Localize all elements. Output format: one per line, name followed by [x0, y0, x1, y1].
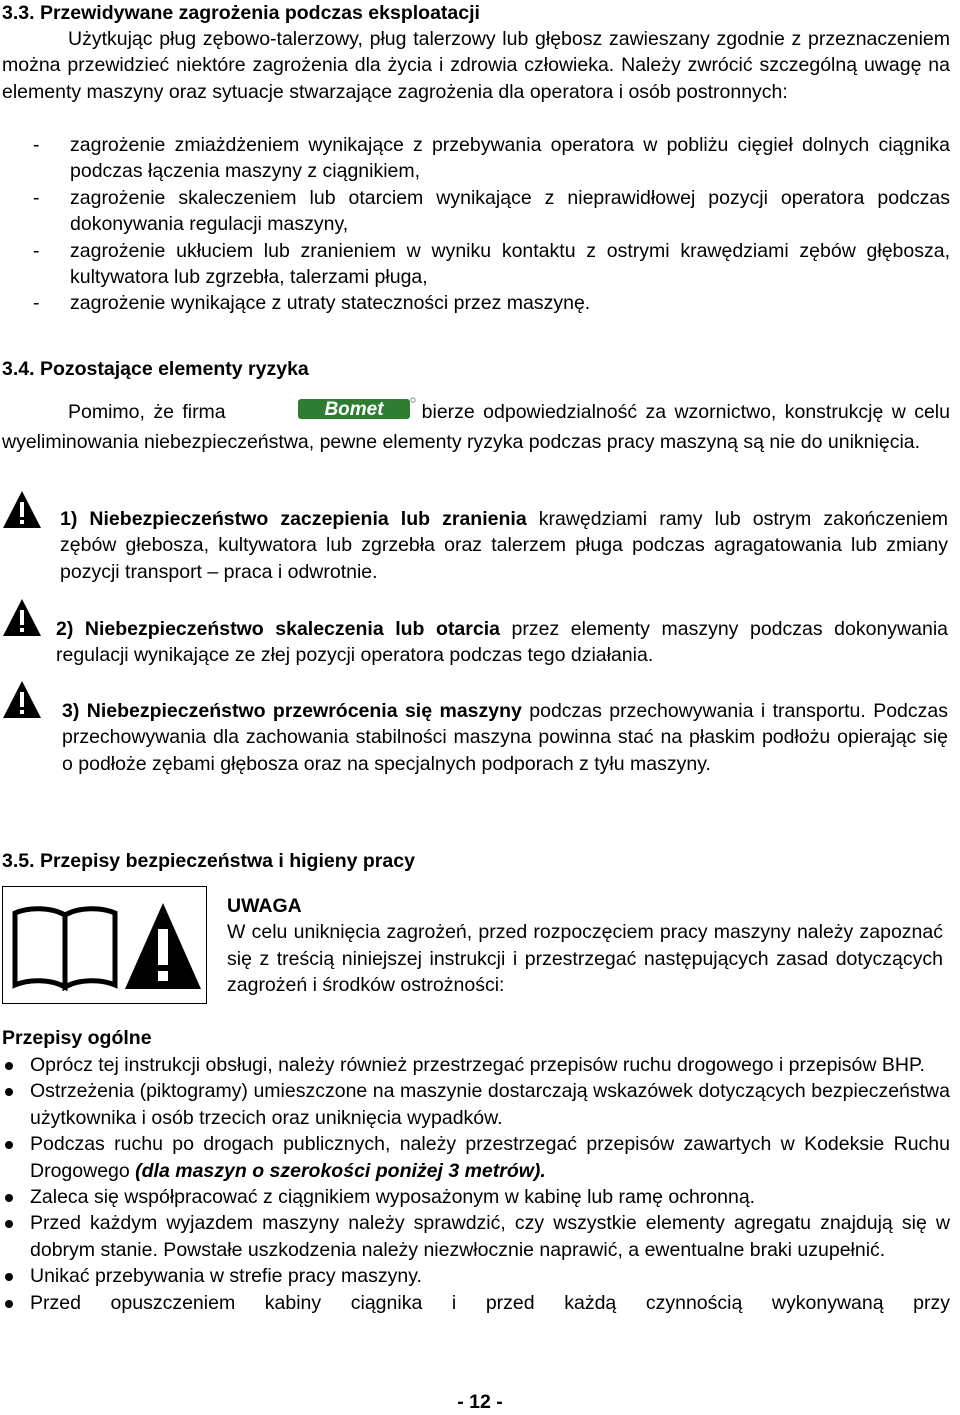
intro-text-start: Pomimo, że firma	[68, 401, 226, 423]
list-item: Unikać przebywania w strefie pracy maszyny.	[2, 1263, 950, 1289]
list-item: - zagrożenie skaleczeniem lub otarciem wynikające z nieprawidłowej pozycji operatora podczas dokonywania regulacji maszyny,	[33, 186, 950, 236]
section-3-4-intro	[2, 396, 950, 456]
list-item: Zaleca się współpracować z ciągnikiem wyposażonym w kabinę lub ramę ochronną.	[2, 1184, 950, 1210]
section-3-3-heading: 3.3. Przewidywane zagrożenia podczas eksploatacji	[2, 2, 480, 24]
list-item: Oprócz tej instrukcji obsługi, należy również przestrzegać przepisów ruchu drogowego i przepisów BHP.	[2, 1052, 950, 1078]
section-3-5-heading: 3.5. Przepisy bezpieczeństwa i higieny pracy	[2, 850, 415, 872]
risk-item-2	[0, 598, 952, 668]
hazard-list	[2, 132, 950, 317]
svg-text:Bomet: Bomet	[324, 399, 384, 420]
risk-text: 3) Niebezpieczeństwo przewrócenia się maszyny podczas przechowywania i transportu. Podczas przechowywania dla zachowania stabilności maszyna powinna stać na płaskim podłożu opierając się o podłoże zębami głębosza oraz na specjalnych podporach z tyłu maszyny.	[62, 700, 948, 775]
list-item: Przed opuszczeniem kabiny ciągnika i przed każdą czynnością wykonywaną przy	[2, 1290, 950, 1316]
uwaga-text: W celu uniknięcia zagrożeń, przed rozpoczęciem pracy maszyny należy zapoznać się z treścią niniejszej instrukcji i przestrzegać następujących zasad dotyczących zagrożeń i środków ostrożności:	[227, 921, 943, 997]
list-item: Ostrzeżenia (piktogramy) umieszczone na maszynie dostarczają wskazówek dotyczących bezpieczeństwa użytkownika i osób trzecich oraz uniknięcia wypadków.	[2, 1078, 950, 1131]
uwaga-notice	[227, 893, 943, 999]
risk-text: 1) Niebezpieczeństwo zaczepienia lub zranienia krawędziami ramy lub ostrym zakończeniem zębów głebosza, kultywatora lub zgrzebła oraz talerzem pługa podczas agragatowania lub zmiany pozycji transport – praca i odwrotnie.	[60, 508, 949, 583]
uwaga-title: UWAGA	[227, 895, 302, 917]
safety-pictogram-box	[2, 886, 207, 1004]
general-rules-heading: Przepisy ogólne	[2, 1027, 152, 1049]
risk-item-1	[0, 490, 952, 583]
risk-text: 2) Niebezpieczeństwo skaleczenia lub otarcia przez elementy maszyny podczas dokonywania regulacji wynikające ze złej pozycji operatora podczas tego działania.	[56, 618, 948, 667]
list-item: Przed każdym wyjazdem maszyny należy sprawdzić, czy wszystkie elementy agregatu znajdują się w dobrym stanie. Powstałe uszkodzenia należy niezwłocznie naprawić, a ewentualne braki uzupełnić.	[2, 1210, 950, 1263]
intro-text-end: bierze odpowiedzialność za wzornictwo, konstrukcję w celu wyeliminowania niebezpieczeństwa, pewne elementy ryzyka podczas pracy maszyną są nie do uniknięcia.	[2, 401, 950, 454]
section-3-3-intro: Użytkując pług zębowo-talerzowy, pług talerzowy lub głębosz zawieszany zgodnie z przeznaczeniem można przewidzieć niektóre zagrożenia dla życia i zdrowia człowieka. Należy zwrócić szczególną uwagę na elementy maszyny oraz sytuacje stwarzające zagrożenia dla operatora i osób postronnych:	[2, 28, 950, 103]
list-item: - zagrożenie wynikające z utraty stateczności przez maszynę.	[33, 292, 591, 315]
warning-triangle-icon	[2, 680, 42, 720]
page-number: - 12 -	[457, 1391, 503, 1413]
warning-triangle-icon	[123, 901, 203, 991]
warning-triangle-icon	[2, 598, 42, 638]
list-item: - zagrożenie ukłuciem lub zranieniem w wyniku kontaktu z ostrymi krawędziami zębów głębosza, kultywatora lub zgrzebła, talerzami pługa,	[33, 239, 950, 289]
list-item: Podczas ruchu po drogach publicznych, należy przestrzegać przepisów zawartych w Kodeksie Ruchu Drogowego (dla maszyn o szerokości poniżej 3 metrów).	[2, 1131, 950, 1184]
list-item: - zagrożenie zmiażdżeniem wynikające z przebywania operatora w pobliżu cięgieł dolnych ciągnika podczas łączenia maszyny z ciągnikiem,	[33, 134, 950, 183]
read-manual-icon	[11, 905, 119, 991]
section-3-4-heading: 3.4. Pozostające elementy ryzyka	[2, 358, 309, 380]
warning-triangle-icon	[2, 490, 42, 530]
risk-item-3	[0, 680, 952, 810]
bomet-logo	[232, 396, 416, 429]
general-rules-list	[2, 1052, 950, 1316]
